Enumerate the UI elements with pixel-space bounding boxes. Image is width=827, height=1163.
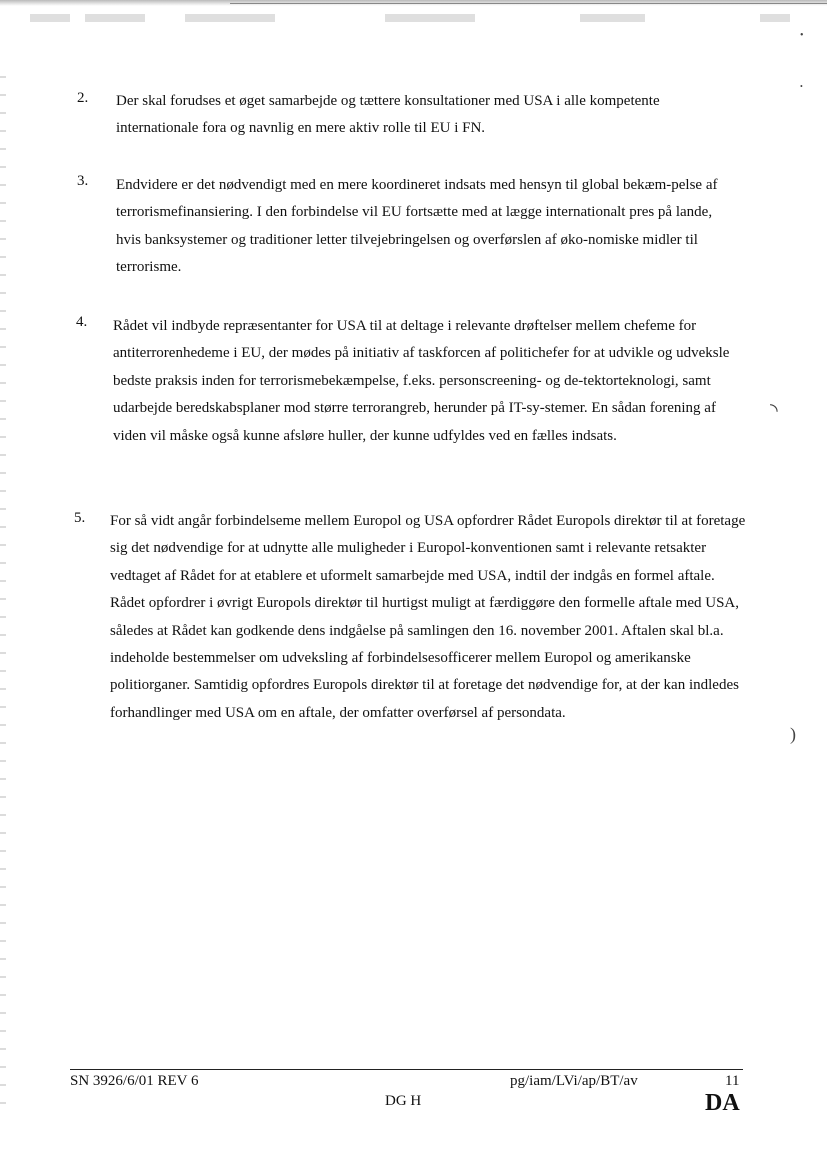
fax-header-noise xyxy=(30,14,70,22)
footer-rule xyxy=(70,1069,743,1070)
paragraph-number: 5. xyxy=(74,510,86,526)
paragraph-text: For så vidt angår forbindelseme mellem Europol og USA opfordrer Rådet Europols direktør til at foretage sig det nødvendige for at udnytte alle muligheder i Europol-konventionen samt i relevante retsakter vedtaget af Rådet for at etablere et uformelt samarbejde med USA, indtil der indgås en formel aftale. Rådet opfordrer i øvrigt Europols direktør til hurtigst muligt at færdiggøre den formelle aftale med USA, således at Rådet kan godkende dens indgåelse på samlingen den 16. november 2001. Aftalen skal bl.a. indeholde bestemmelser om udveksling af forbindelsesofficerer mellem Europol og amerikanske politiorganer. Samtidig opfordres Europols direktør til at foretage det nødvendige for, at der kan indledes forhandlinger med USA om en aftale, der omfatter overførsel af persondata. xyxy=(110,513,746,721)
document-reference: SN 3926/6/01 REV 6 xyxy=(70,1073,199,1089)
scan-speck: • xyxy=(800,82,803,91)
paragraph-text: Rådet vil indbyde repræsentanter for USA til at deltage i relevante drøftelser mellem chefeme for antiterrorenhedeme i EU, der mødes på initiativ af taskforcen af politichefer for at udvikle og udveksle bedste praksis inden for terrorismebekæmpelse, f.eks. personscreening- og de-tektorteknologi, samt udarbejde beredskabsplaner mod større terrorangreb, herunder på IT-sy-stemer. En sådan forening af viden vil måske også kunne afsløre huller, der kunne udfyldes ved en fælles indsats. xyxy=(113,318,730,444)
paragraph-number: 3. xyxy=(77,173,89,189)
paragraph-text: Der skal forudses et øget samarbejde og tættere konsultationer med USA i alle kompetente internationale fora og navnlig en mere aktiv rolle til EU i FN. xyxy=(116,93,660,137)
fax-header-noise xyxy=(580,14,645,22)
directorate: DG H xyxy=(385,1093,422,1109)
hole-punch-mark: ) xyxy=(790,724,796,744)
fax-header-noise xyxy=(185,14,275,22)
scan-speck: • xyxy=(800,30,804,41)
language-code: DA xyxy=(705,1090,740,1116)
paragraph-text: Endvidere er det nødvendigt med en mere koordineret indsats med hensyn til global bekæm-pelse af terrorismefinansiering. I den forbindelse vil EU fortsætte med at lægge internationalt pres på lande, hvis banksystemer og traditioner letter tilvejebringelsen og overførslen af øko-nomiske midler til terrorisme. xyxy=(116,177,718,276)
paragraph-number: 4. xyxy=(76,314,88,330)
fax-header-noise xyxy=(760,14,790,22)
fax-header-line xyxy=(230,3,827,4)
fax-header-noise xyxy=(85,14,145,22)
paragraph-number: 2. xyxy=(77,90,89,106)
hole-punch-mark: ◝ xyxy=(770,400,778,422)
page-number: 11 xyxy=(725,1073,740,1089)
scan-edge-artifact xyxy=(0,60,6,1120)
author-code: pg/iam/LVi/ap/BT/av xyxy=(510,1073,638,1089)
fax-header-noise xyxy=(385,14,475,22)
